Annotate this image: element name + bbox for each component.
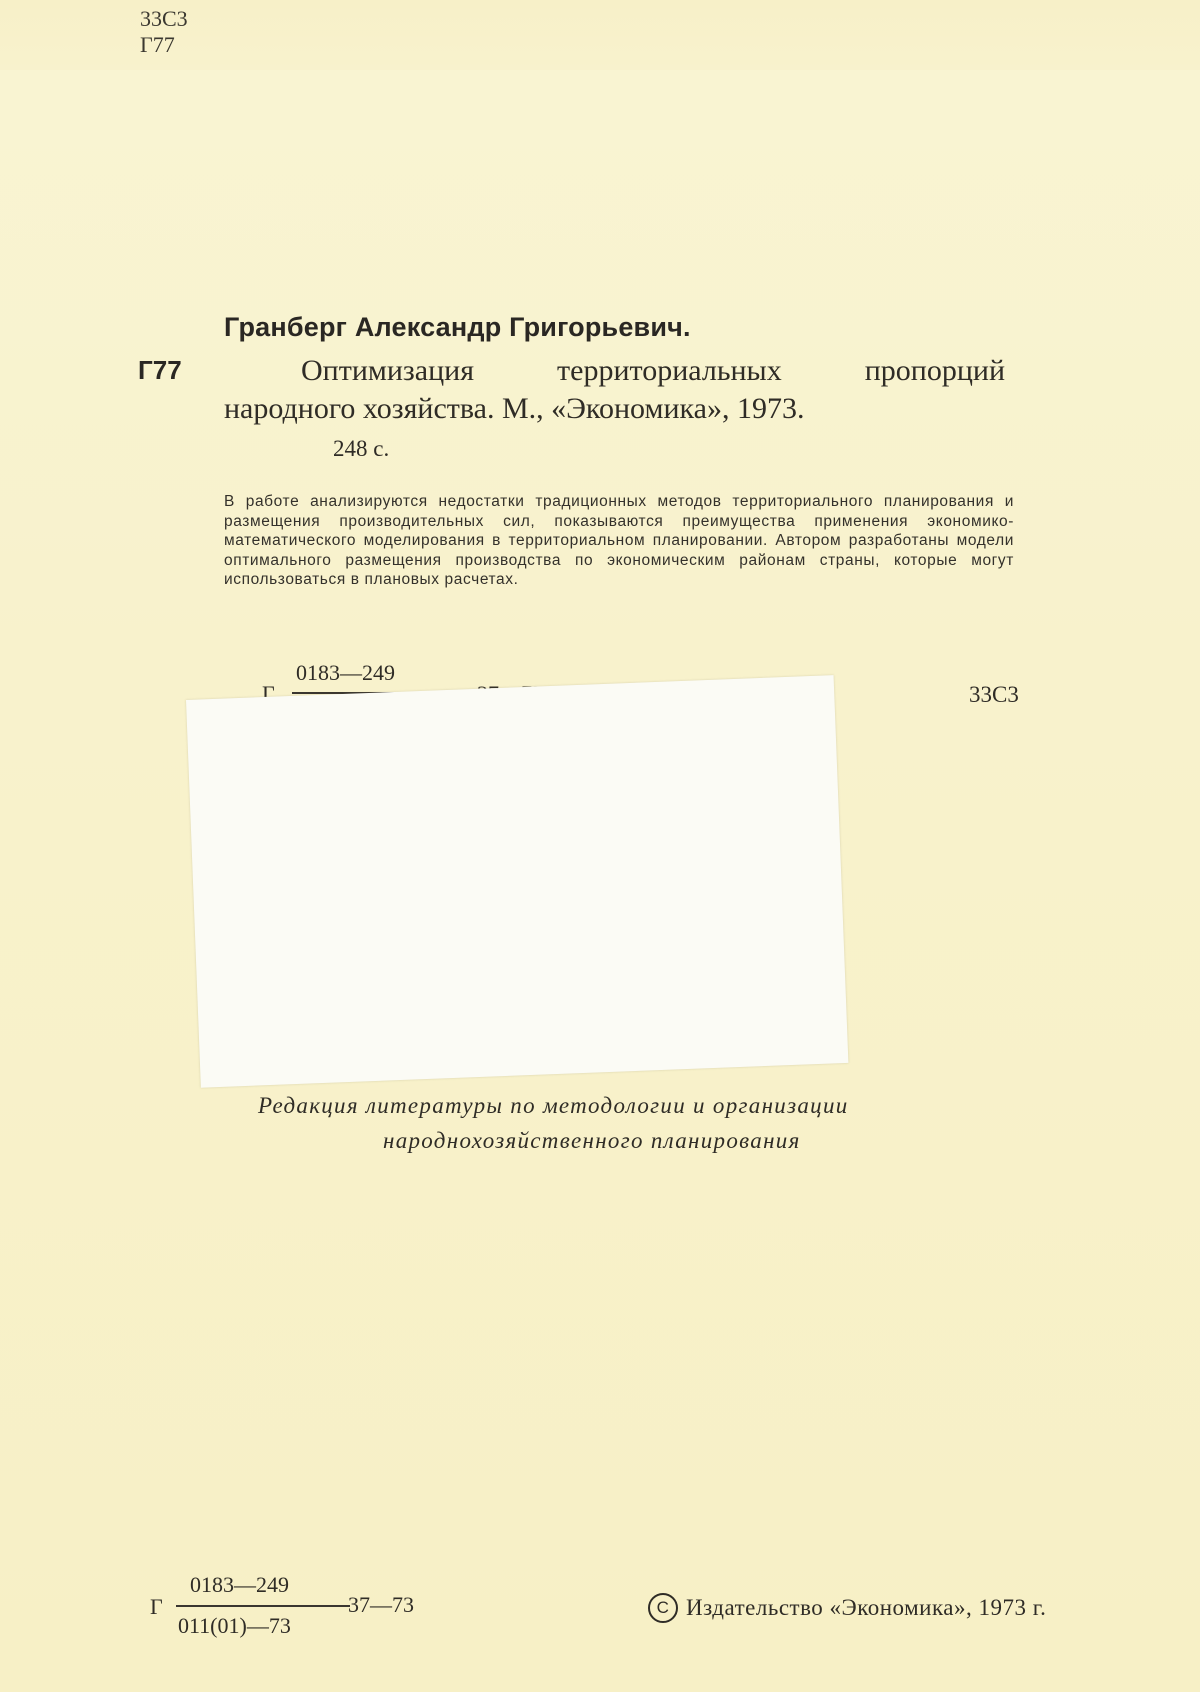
index-mark: Г77: [138, 355, 182, 385]
classification-letter: Г: [262, 681, 275, 706]
author-name: Гранберг Александр Григорьевич.: [224, 312, 691, 342]
shelf-code: [140, 6, 188, 58]
footer-classification-fraction: [150, 1572, 450, 1642]
footer-classification-numerator: 0183—249: [190, 1572, 289, 1597]
footer-classification-letter: Г: [150, 1594, 163, 1619]
book-title-line1: Оптимизация территориальных пропорций: [301, 354, 1005, 387]
copyright-icon: С: [648, 1593, 678, 1623]
book-title-line2: народного хозяйства. М., «Экономика», 1973.: [224, 392, 805, 425]
copyright-notice: [648, 1593, 1046, 1623]
annotation-text: В работе анализируются недостатки традиционных методов территориального планирования и размещения производительных сил, показываются преимущества применения экономико-математического моделирования в территориальном планировании. Автором разработаны модели оптимального размещения производства по экономическим районам страны, которые могут использоваться в плановых расчетах.: [224, 493, 1014, 588]
copyright-text: Издательство «Экономика», 1973 г.: [686, 1595, 1047, 1620]
shelf-code-line2: Г77: [140, 32, 175, 57]
classification-numerator: 0183—249: [296, 660, 395, 685]
shelf-code-line1: 33С3: [140, 6, 188, 31]
page-count: 248 с.: [333, 436, 390, 461]
pasted-sticker: [186, 675, 848, 1088]
footer-classification-denominator: 011(01)—73: [178, 1613, 291, 1638]
editorial-line2: народнохозяйственного планирования: [383, 1128, 801, 1153]
editorial-line1: Редакция литературы по методологии и организации: [258, 1093, 849, 1118]
classification-code: 33С3: [969, 682, 1019, 707]
footer-fraction-line: [176, 1605, 350, 1607]
footer-classification-suffix: 37—73: [348, 1592, 414, 1617]
